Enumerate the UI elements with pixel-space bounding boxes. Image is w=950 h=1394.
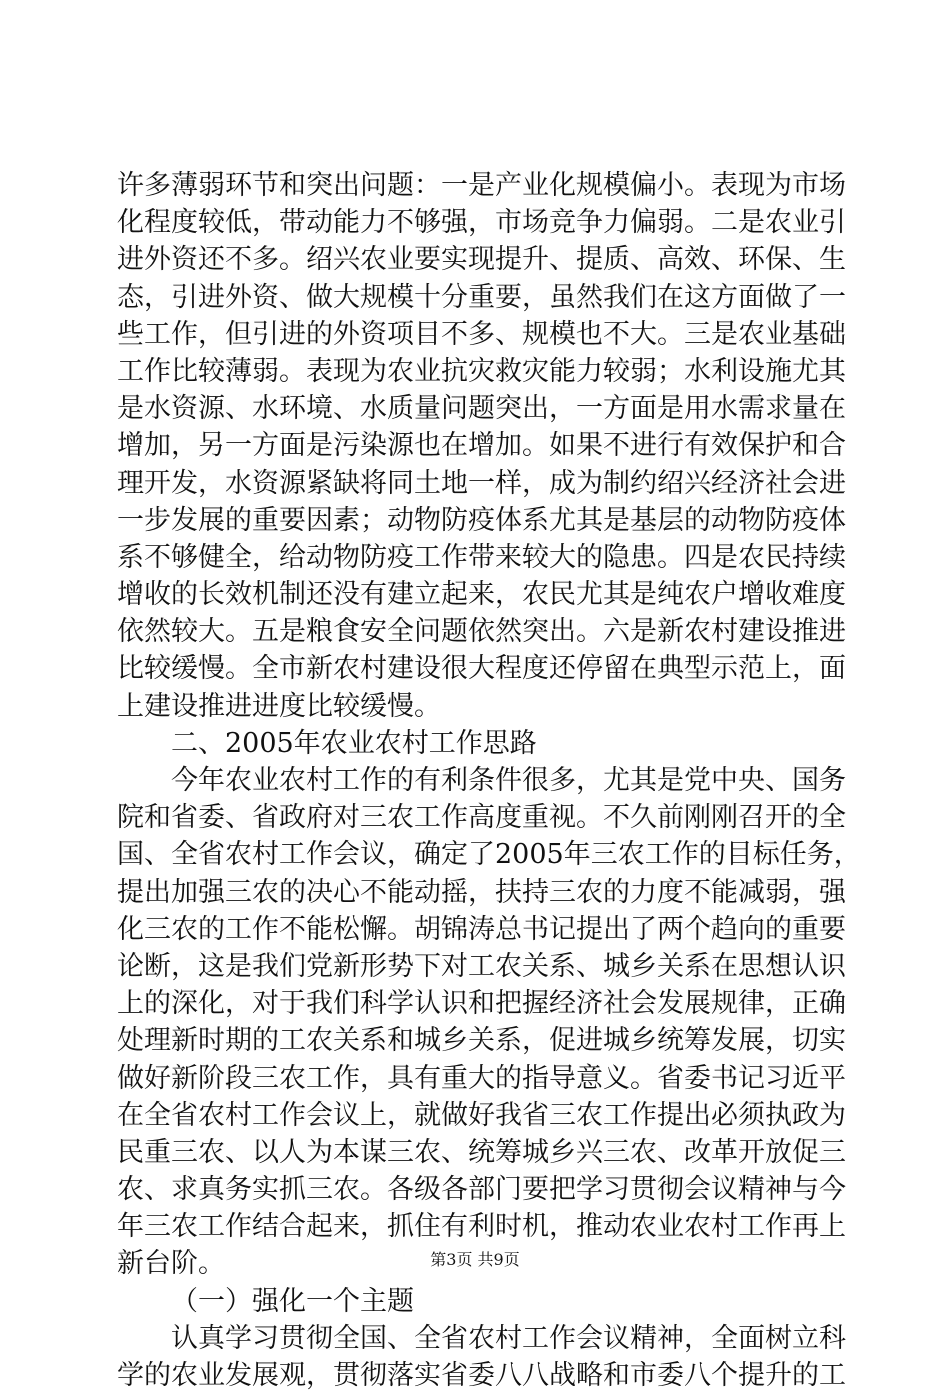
page-footer	[0, 1250, 950, 1270]
text-line: 些工作，但引进的外资项目不多、规模也不大。三是农业基础	[117, 318, 846, 350]
text-line: 今年农业农村工作的有利条件很多，尤其是党中央、国务	[171, 765, 846, 796]
text-line: 进外资还不多。绍兴农业要实现提升、提质、高效、环保、生	[117, 244, 846, 276]
text-line: 提出加强三农的决心不能动摇，扶持三农的力度不能减弱，强	[117, 876, 846, 908]
text-line: 上的深化，对于我们科学认识和把握经济社会发展规律，正确	[117, 988, 846, 1020]
text-line: 化三农的工作不能松懈。胡锦涛总书记提出了两个趋向的重要	[117, 913, 846, 945]
text-line: 院和省委、省政府对三农工作高度重视。不久前刚刚召开的全	[117, 802, 846, 834]
text-line: 依然较大。五是粮食安全问题依然突出。六是新农村建设推进	[117, 616, 846, 648]
text-line: 论断，这是我们党新形势下对工农关系、城乡关系在思想认识	[117, 950, 846, 982]
text-line: 处理新时期的工农关系和城乡关系，促进城乡统筹发展，切实	[117, 1025, 846, 1057]
text-line: 年三农工作结合起来，抓住有利时机，推动农业农村工作再上	[117, 1211, 846, 1243]
text-line: 比较缓慢。全市新农村建设很大程度还停留在典型示范上，面	[117, 653, 846, 685]
text-line: 新台阶。	[117, 1248, 225, 1280]
text-line: 是水资源、水环境、水质量问题突出，一方面是用水需求量在	[117, 393, 846, 425]
text-line: 理开发，水资源紧缺将同土地一样，成为制约绍兴经济社会进	[117, 467, 846, 499]
text-line: 做好新阶段三农工作，具有重大的指导意义。省委书记习近平	[117, 1062, 846, 1094]
text-line: （一）强化一个主题	[171, 1285, 414, 1317]
document-body	[117, 167, 861, 1394]
text-line: 国、全省农村工作会议，确定了2005年三农工作的目标任务，	[117, 839, 861, 871]
text-line: 增加，另一方面是污染源也在增加。如果不进行有效保护和合	[117, 430, 846, 462]
text-line: 一步发展的重要因素；动物防疫体系尤其是基层的动物防疫体	[117, 504, 846, 536]
text-line: 上建设推进进度比较缓慢。	[117, 690, 441, 722]
text-line: 认真学习贯彻全国、全省农村工作会议精神，全面树立科	[171, 1322, 846, 1354]
text-line: 许多薄弱环节和突出问题：一是产业化规模偏小。表现为市场	[117, 170, 846, 201]
text-line: 二、2005年农业农村工作思路	[171, 727, 537, 759]
text-line: 增收的长效机制还没有建立起来，农民尤其是纯农户增收难度	[117, 579, 846, 611]
text-line: 民重三农、以人为本谋三农、统筹城乡兴三农、改革开放促三	[117, 1136, 846, 1168]
text-line: 系不够健全，给动物防疫工作带来较大的隐患。四是农民持续	[117, 541, 846, 573]
text-line: 化程度较低，带动能力不够强，市场竞争力偏弱。二是农业引	[117, 207, 846, 239]
text-line: 工作比较薄弱。表现为农业抗灾救灾能力较弱；水利设施尤其	[117, 355, 846, 387]
text-line: 农、求真务实抓三农。各级各部门要把学习贯彻会议精神与今	[117, 1174, 846, 1206]
text-line: 学的农业发展观，贯彻落实省委八八战略和市委八个提升的工	[117, 1360, 846, 1391]
text-line: 态，引进外资、做大规模十分重要，虽然我们在这方面做了一	[117, 281, 846, 313]
text-line: 在全省农村工作会议上，就做好我省三农工作提出必须执政为	[117, 1099, 846, 1131]
page-number: 第3页 共9页	[430, 1250, 520, 1269]
